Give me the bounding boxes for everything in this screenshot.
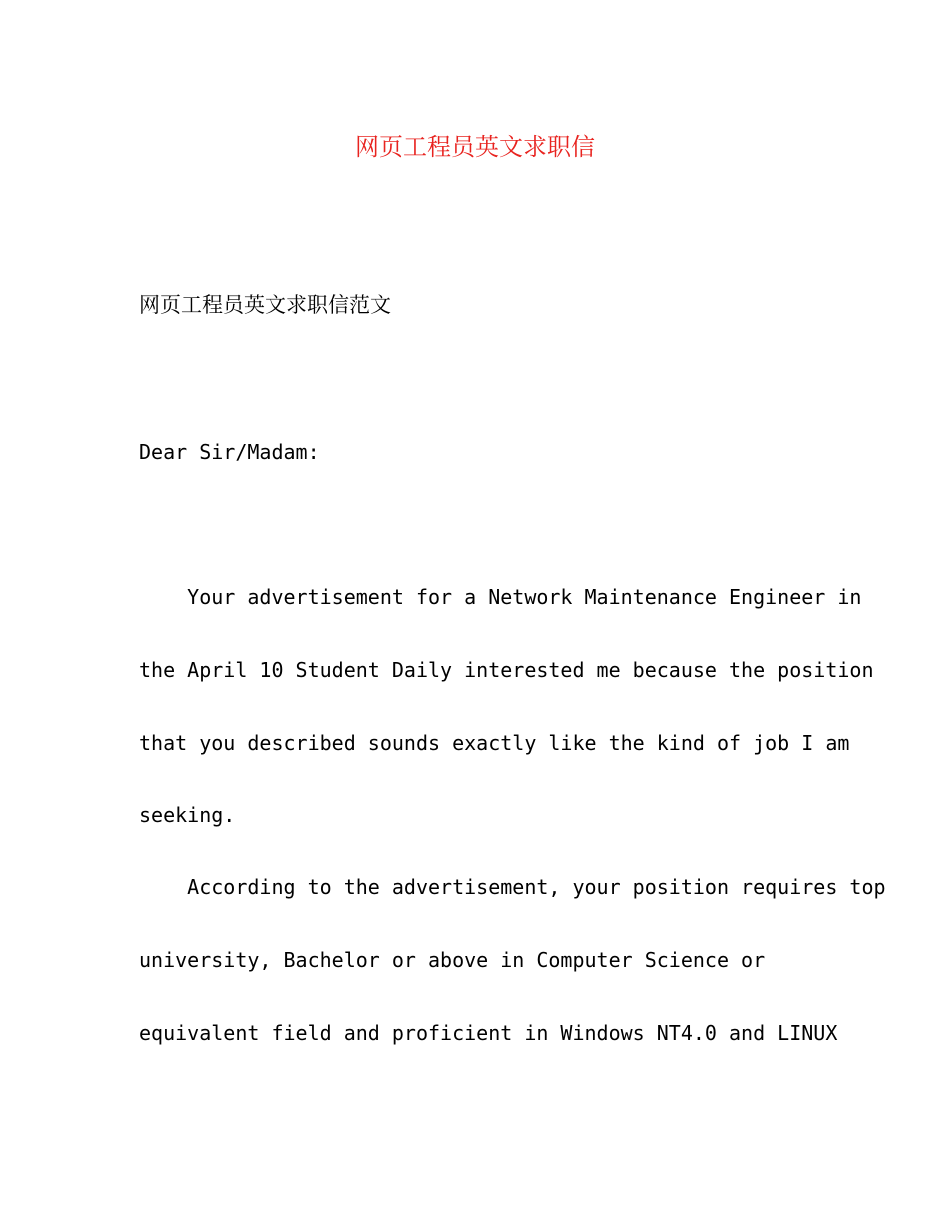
paragraph-line: university, Bachelor or above in Computer Science or xyxy=(139,948,766,972)
paragraph-line: that you described sounds exactly like the kind of job I am xyxy=(139,731,850,755)
paragraph-line: seeking. xyxy=(139,803,236,827)
document-title: 网页工程员英文求职信 xyxy=(355,133,595,161)
salutation: Dear Sir/Madam: xyxy=(139,440,320,464)
paragraph-line: equivalent field and proficient in Windows NT4.0 and LINUX xyxy=(139,1021,838,1045)
paragraph-line: According to the advertisement, your position requires top xyxy=(139,875,886,899)
paragraph-line: the April 10 Student Daily interested me because the position xyxy=(139,658,874,682)
document-subtitle: 网页工程员英文求职信范文 xyxy=(139,293,391,317)
paragraph-line: Your advertisement for a Network Maintenance Engineer in xyxy=(139,585,862,609)
